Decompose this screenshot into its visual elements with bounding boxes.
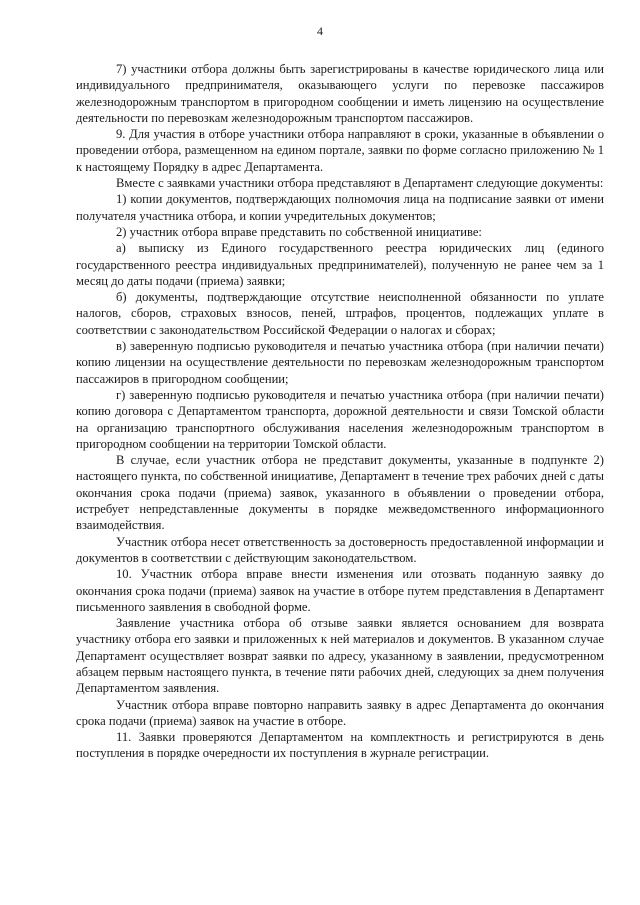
document-body — [76, 61, 604, 762]
paragraph-responsibility: Участник отбора несет ответственность за достоверность предоставленной информации и документов в соответствии с действующим законодательством. — [76, 534, 604, 565]
paragraph-clause-9: 9. Для участия в отборе участники отбора направляют в сроки, указанные в объявлении о проведении отбора, размещенном на едином портале, заявки по форме согласно приложению № 1 к настоящему Порядку в адрес Департамента. — [76, 127, 604, 174]
paragraph-sub-2: 2) участник отбора вправе представить по собственной инициативе: — [116, 224, 482, 239]
paragraph-sub-b: б) документы, подтверждающие отсутствие неисполненной обязанности по уплате налогов, сборов, страховых взносов, пеней, штрафов, процентов, подлежащих уплате в соответствии с законодательством Российской Федерации о налогах и сборах; — [76, 290, 604, 337]
page-number: 4 — [317, 24, 323, 38]
paragraph-sub-v: в) заверенную подписью руководителя и печатью участника отбора (при наличии печати) копию лицензии на осуществление деятельности по перевозкам железнодорожным транспортом пассажиров в пригородном сообщении; — [76, 339, 604, 386]
paragraph-sub-g: г) заверенную подписью руководителя и печатью участника отбора (при наличии печати) копию договора с Департаментом транспорта, дорожной деятельности и связи Томской области на организацию транспортного обслуживания населения железнодорожным транспортом в пригородном сообщении на территории Томской области. — [76, 387, 604, 451]
paragraph-documents-intro: Вместе с заявками участники отбора представляют в Департамент следующие документы: — [116, 176, 604, 191]
paragraph-resubmit: Участник отбора вправе повторно направить заявку в адрес Департамента до окончания срока подачи (приема) заявок на участие в отборе. — [76, 697, 604, 728]
paragraph-clause-10: 10. Участник отбора вправе внести изменения или отозвать поданную заявку до окончания срока подачи (приема) заявок на участие в отборе путем представления в Департамент письменного заявления в свободной форме. — [76, 567, 604, 614]
paragraph-sub-a: а) выписку из Единого государственного реестра юридических лиц (единого государственного реестра индивидуальных предпринимателей), полученную не ранее чем за 1 месяц до даты подачи (приема) заявки; — [76, 241, 604, 288]
paragraph-clause-11: 11. Заявки проверяются Департаментом на комплектность и регистрируются в день поступления в порядке очередности их поступления в журнале регистрации. — [76, 730, 604, 761]
paragraph-missing-documents: В случае, если участник отбора не представит документы, указанные в подпункте 2) настоящего пункта, по собственной инициативе, Департамент в течение трех рабочих дней с даты окончания срока подачи (приема) заявок, указанного в объявлении о проведении отбора, истребует непредставленные документы в порядке межведомственного информационного взаимодействия. — [76, 453, 604, 533]
paragraph-item-7: 7) участники отбора должны быть зарегистрированы в качестве юридического лица или индивидуального предпринимателя, оказывающего услуги по перевозке пассажиров железнодорожным транспортом в пригородном сообщении и иметь лицензию на осуществление деятельности по перевозкам железнодорожным транспортом пассажиров. — [76, 62, 604, 125]
paragraph-sub-1: 1) копии документов, подтверждающих полномочия лица на подписание заявки от имени получателя участника отбора, и копии учредительных документов; — [76, 192, 604, 223]
paragraph-withdrawal: Заявление участника отбора об отзыве заявки является основанием для возврата участнику отбора его заявки и приложенных к ней материалов и документов. В указанном случае Департамент осуществляет возврат заявки по адресу, указанному в заявлении, предусмотренном абзацем первым настоящего пункта, в течение пяти рабочих дней, следующих за днем получения Департаментом заявления. — [76, 616, 604, 696]
